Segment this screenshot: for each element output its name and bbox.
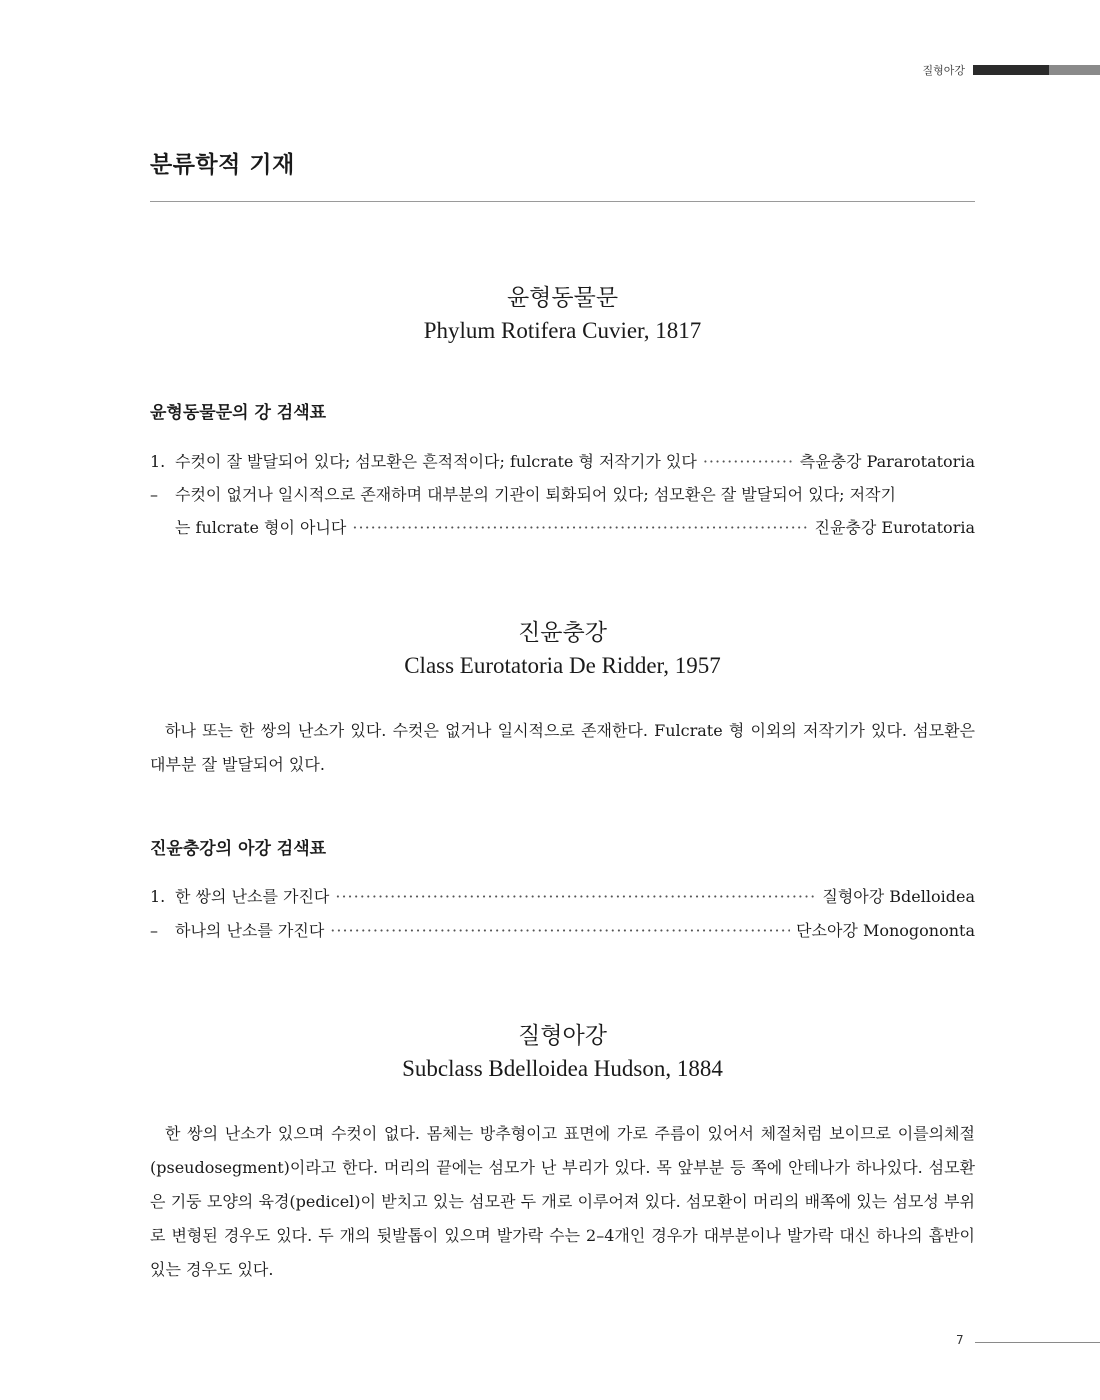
- phylum-heading: [150, 282, 975, 348]
- dot-leader: [703, 451, 794, 473]
- key-result: 질형아강 Bdelloidea: [822, 887, 975, 906]
- subclass-heading: [150, 1020, 975, 1086]
- key-result: 측윤충강 Pararotatoria: [799, 452, 975, 471]
- class-korean-name: 진윤충강: [518, 620, 607, 646]
- subclass-korean-name: 질형아강: [518, 1023, 607, 1049]
- key-marker: –: [150, 485, 158, 504]
- key-marker: –: [150, 921, 158, 940]
- header-bar-grey: [1049, 65, 1100, 75]
- phylum-key-entry-2-continuation: [150, 517, 975, 539]
- footer-rule: [975, 1342, 1100, 1343]
- section-title: 분류학적 기재: [150, 152, 295, 178]
- dot-leader: [330, 920, 790, 942]
- phylum-key-entry-1: [150, 451, 975, 473]
- key-text: 하나의 난소를 가진다: [175, 921, 325, 940]
- dot-leader: [352, 517, 808, 539]
- class-heading: [150, 617, 975, 683]
- subclass-description: 한 쌍의 난소가 있으며 수컷이 없다. 몸체는 방추형이고 표면에 가로 주름이 있어서 체절처럼 보이므로 이를의체절(pseudosegment)이라고 한다. 머리의 끝에는 섬모가 난 부리가 있다. 목 앞부분 등 쪽에 안테나가 하나있다. 섬모환은 기둥 모양의 육경(pedicel)이 받치고 있는 섬모관 두 개로 이루어져 있다. 섬모환이 머리의 배쪽에 있는 섬모성 부위로 변형된 경우도 있다. 두 개의 뒷발톱이 있으며 발가락 수는 2–4개인 경우가 대부분이나 발가락 대신 하나의 흡반이 있는 경우도 있다.: [150, 1124, 975, 1279]
- key-text: 수컷이 없거나 일시적으로 존재하며 대부분의 기관이 퇴화되어 있다; 섬모환은 잘 발달되어 있다; 저작기: [175, 485, 896, 504]
- dot-leader: [335, 886, 816, 908]
- class-description: 하나 또는 한 쌍의 난소가 있다. 수컷은 없거나 일시적으로 존재한다. Fulcrate 형 이외의 저작기가 있다. 섬모환은 대부분 잘 발달되어 있다.: [150, 721, 975, 774]
- key-marker: 1.: [150, 887, 166, 906]
- section-title-rule: [150, 201, 975, 202]
- class-key-entry-1: [150, 886, 975, 908]
- key-result: 진윤충강 Eurotatoria: [814, 518, 975, 537]
- key-marker: 1.: [150, 452, 166, 471]
- running-header-label: 질형아강: [922, 64, 965, 77]
- subclass-scientific-name: Subclass Bdelloidea Hudson, 1884: [402, 1056, 723, 1081]
- phylum-key-title: 윤형동물문의 강 검색표: [150, 403, 327, 423]
- class-key-entry-2: [150, 920, 975, 942]
- page-number: 7: [956, 1333, 964, 1347]
- phylum-scientific-name: Phylum Rotifera Cuvier, 1817: [423, 318, 702, 343]
- key-text-continued: 는 fulcrate 형이 아니다: [175, 518, 347, 537]
- class-scientific-name: Class Eurotatoria De Ridder, 1957: [404, 653, 721, 678]
- class-key-title: 진윤충강의 아강 검색표: [150, 839, 327, 859]
- key-text: 한 쌍의 난소를 가진다: [175, 887, 330, 906]
- key-result: 단소아강 Monogononta: [796, 921, 975, 940]
- key-text: 수컷이 잘 발달되어 있다; 섬모환은 흔적적이다; fulcrate 형 저작기가 있다: [175, 452, 697, 471]
- running-header: [922, 62, 1100, 78]
- phylum-key-entry-2: [150, 484, 975, 506]
- header-bar-dark: [973, 65, 1049, 75]
- phylum-korean-name: 윤형동물문: [506, 285, 619, 311]
